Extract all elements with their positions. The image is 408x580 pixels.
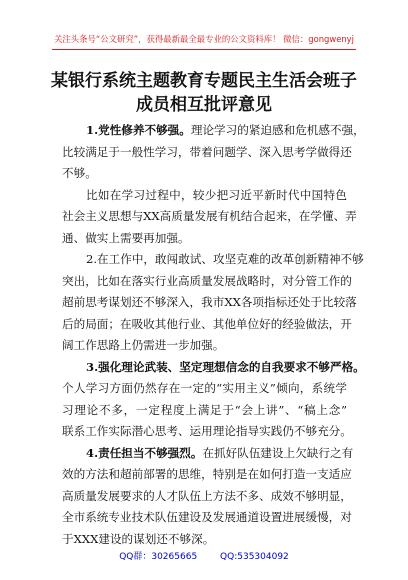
line-text: 通、做实上需要再加强。 <box>62 230 190 245</box>
paragraph <box>62 249 364 357</box>
paragraph-line <box>62 529 347 551</box>
paragraph-line <box>62 314 352 336</box>
document-body <box>62 120 365 550</box>
paragraph-line <box>62 443 354 465</box>
line-text: 高质量发展要求的人才队伍上方法不多、成效不够明显， <box>62 488 352 503</box>
line-text: 比较满足于一般性学习，带着问题学、深入思考学做得还 <box>62 144 352 159</box>
paragraph-line <box>62 271 352 293</box>
line-text: 个人学习方面仍然存在一定的“实用主义”倾向，系统学 <box>62 381 347 395</box>
line-text: 全市系统专业技术队伍建设及发展通道设置进展缓慢，对 <box>62 510 352 524</box>
paragraph-line <box>62 185 347 207</box>
paragraph-line <box>62 464 352 486</box>
paragraph-line <box>62 486 352 508</box>
paragraph-line <box>62 507 352 529</box>
paragraph-line <box>62 249 364 271</box>
paragraph-line <box>62 400 347 422</box>
line-text: 突出，比如在落实行业高质量发展战略时，对分管工作的 <box>62 273 352 288</box>
paragraph <box>62 443 354 551</box>
line-text: 在抓好队伍建设上欠缺行之有 <box>202 445 354 460</box>
line-text: 联系工作实际潜心思考、运用理论指导实践仍不够充分。 <box>62 424 352 438</box>
paragraph-line <box>62 120 365 142</box>
paragraph-line <box>62 142 352 164</box>
paragraph-line <box>62 357 365 379</box>
paragraph-line <box>62 206 357 228</box>
paragraph-line <box>62 421 352 443</box>
bold-heading: 1.党性修养不够强。 <box>86 123 191 137</box>
paragraph <box>62 120 365 185</box>
header-notice: 关注头条号“公文研究”，获得最新最全最专业的公文资料库！ 微信：gongwenyj <box>54 34 354 44</box>
line-text: 超前思考谋划还不够深入，我市XX各项指标还处于比较落 <box>62 295 357 309</box>
footer-contact: QQ群：30265665 QQ:535304092 <box>119 552 289 562</box>
line-text: 习理论不多，一定程度上满足于“会上讲”、“稿上念” <box>62 402 347 417</box>
line-text: 于XXX建设的谋划还不够深。 <box>62 531 215 546</box>
paragraph-line <box>62 228 347 250</box>
bold-heading: 4.责任担当不够强烈。 <box>86 445 203 460</box>
line-text: 效的方法和超前部署的思维，特别是在如何打造一支适应 <box>62 467 352 481</box>
bold-heading: 3.强化理论武装、坚定理想信念的自我要求不够严格。 <box>86 359 365 374</box>
paragraph <box>62 185 357 250</box>
line-text: 社会主义思想与XX高质量发展有机结合起来，在学懂、弄 <box>62 209 357 223</box>
paragraph <box>62 357 365 443</box>
line-text: 不够。 <box>62 166 97 180</box>
document-title-line-2: 成员相互批评意见 <box>136 95 272 115</box>
line-text: 后的局面；在吸收其他行业、其他单位好的经验做法，开 <box>62 316 352 331</box>
line-text: 阔工作思路上仍需进一步加强。 <box>62 338 225 352</box>
line-text: 比如在学习过程中，较少把习近平新时代中国特色 <box>86 187 347 202</box>
paragraph-line <box>62 163 347 185</box>
paragraph-line <box>62 335 347 357</box>
line-text: 2.在工作中，敢闯敢试、攻坚克难的改革创新精神不够 <box>86 252 364 266</box>
line-text: 理论学习的紧迫感和危机感不强， <box>190 123 365 137</box>
header-divider <box>52 49 356 50</box>
document-title-line-1: 某银行系统主题教育专题民主生活会班子 <box>51 71 357 91</box>
paragraph-line <box>62 378 347 400</box>
paragraph-line <box>62 292 357 314</box>
